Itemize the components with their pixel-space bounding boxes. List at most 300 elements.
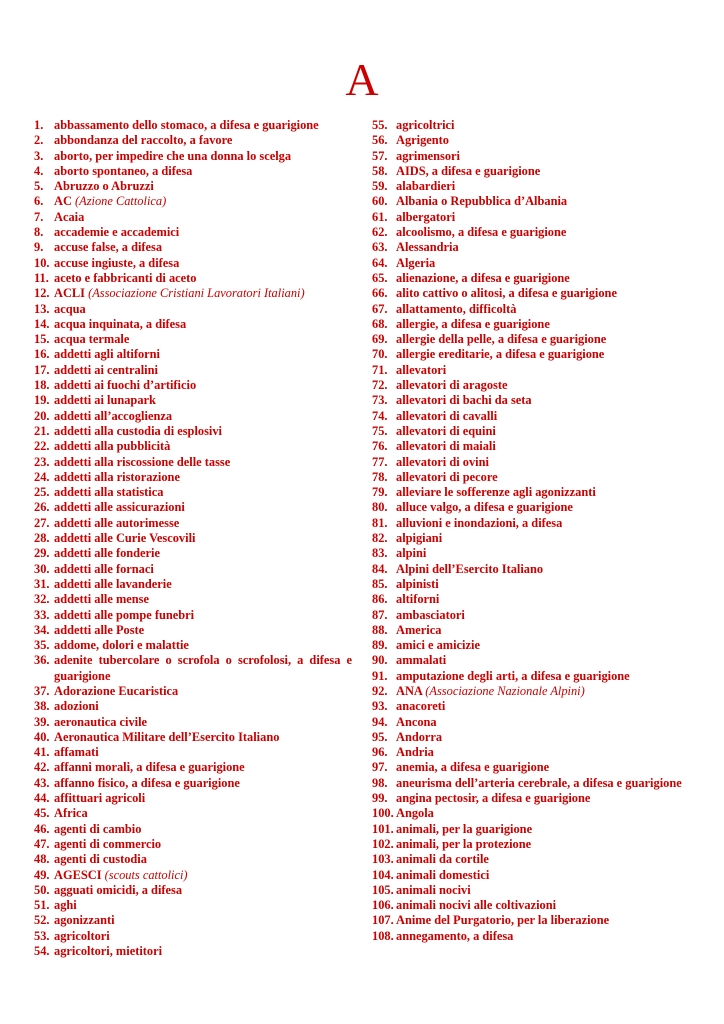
list-item bbox=[372, 240, 690, 255]
list-item-text-wrap bbox=[396, 424, 690, 439]
list-item bbox=[34, 577, 352, 592]
list-item-number: 23. bbox=[34, 454, 50, 469]
list-item-text: alluce valgo, a difesa e guarigione bbox=[396, 500, 573, 515]
list-item-text: aceto e fabbricanti di aceto bbox=[54, 270, 197, 285]
list-item-text-wrap bbox=[396, 347, 690, 362]
list-item bbox=[34, 149, 352, 164]
list-item bbox=[372, 822, 690, 837]
list-item-number: 75. bbox=[372, 423, 388, 438]
list-item bbox=[372, 898, 690, 913]
list-item-note: (Associazione Nazionale Alpini) bbox=[425, 683, 585, 698]
list-item bbox=[34, 883, 352, 898]
list-item-text-wrap bbox=[396, 730, 690, 745]
list-item bbox=[34, 760, 352, 775]
list-item-text-wrap bbox=[396, 485, 690, 500]
list-item bbox=[34, 256, 352, 271]
list-item-text: AIDS, a difesa e guarigione bbox=[396, 163, 541, 178]
list-item-text: affittuari agricoli bbox=[54, 791, 146, 806]
list-item-text: addetti alla custodia di esplosivi bbox=[54, 423, 222, 438]
list-item-text-wrap bbox=[396, 562, 690, 577]
list-item-text: addetti ai centralini bbox=[54, 362, 158, 377]
list-item bbox=[372, 837, 690, 852]
list-item-text-wrap bbox=[396, 118, 690, 133]
list-item-number: 85. bbox=[372, 576, 388, 591]
list-item-number: 27. bbox=[34, 515, 50, 530]
list-item bbox=[34, 455, 352, 470]
list-item-text-wrap bbox=[396, 455, 690, 470]
list-item-text-wrap bbox=[396, 409, 690, 424]
list-item bbox=[34, 837, 352, 852]
list-item-text-wrap bbox=[396, 470, 690, 485]
list-item-number: 80. bbox=[372, 500, 388, 515]
list-item-text-wrap bbox=[54, 225, 352, 240]
list-item-text-wrap bbox=[396, 745, 690, 760]
list-item-text: animali nocivi bbox=[396, 882, 471, 897]
list-item-text-wrap bbox=[54, 240, 352, 255]
list-item-text-wrap bbox=[54, 822, 352, 837]
list-item bbox=[372, 179, 690, 194]
list-item-number: 38. bbox=[34, 699, 50, 714]
list-item-text-wrap bbox=[54, 271, 352, 286]
patronage-list-right-column bbox=[372, 118, 690, 944]
list-item-text-wrap bbox=[396, 776, 690, 791]
list-item bbox=[372, 623, 690, 638]
list-item-text: accademie e accademici bbox=[54, 225, 180, 240]
list-item-text-wrap bbox=[54, 256, 352, 271]
list-item-number: 70. bbox=[372, 347, 388, 362]
list-item bbox=[34, 546, 352, 561]
list-item-text-wrap bbox=[54, 149, 352, 164]
list-item bbox=[372, 225, 690, 240]
list-item-text-wrap bbox=[54, 363, 352, 378]
list-item-text: Agrigento bbox=[396, 133, 449, 148]
list-item-text: adozioni bbox=[54, 699, 99, 714]
list-item-number: 62. bbox=[372, 225, 388, 240]
list-item bbox=[372, 852, 690, 867]
list-item-text: Africa bbox=[54, 806, 88, 821]
list-item bbox=[372, 806, 690, 821]
list-item-text-wrap bbox=[54, 439, 352, 454]
list-item-number: 51. bbox=[34, 898, 50, 913]
list-item-number: 108. bbox=[372, 928, 394, 943]
list-item-text-wrap bbox=[396, 317, 690, 332]
list-item-number: 103. bbox=[372, 852, 394, 867]
list-item bbox=[34, 271, 352, 286]
list-item-text-wrap bbox=[396, 669, 690, 684]
list-item-number: 35. bbox=[34, 638, 50, 653]
list-item-text-wrap bbox=[54, 730, 352, 745]
list-item-number: 101. bbox=[372, 821, 394, 836]
list-item bbox=[34, 409, 352, 424]
list-item-text: allevatori di cavalli bbox=[396, 408, 498, 423]
list-item-text-wrap bbox=[396, 256, 690, 271]
list-item-number: 76. bbox=[372, 439, 388, 454]
list-item-text-wrap bbox=[54, 608, 352, 623]
list-item-text-wrap bbox=[54, 592, 352, 607]
list-item bbox=[372, 363, 690, 378]
list-item-text: angina pectosir, a difesa e guarigione bbox=[396, 791, 591, 806]
list-item-text: animali da cortile bbox=[396, 852, 489, 867]
list-item-text-wrap bbox=[54, 179, 352, 194]
list-item-number: 16. bbox=[34, 347, 50, 362]
list-item-number: 89. bbox=[372, 638, 388, 653]
list-item-text-wrap bbox=[54, 347, 352, 362]
list-item-text: anemia, a difesa e guarigione bbox=[396, 760, 550, 775]
list-item-number: 1. bbox=[34, 118, 44, 132]
list-item-number: 72. bbox=[372, 378, 388, 393]
list-item-number: 43. bbox=[34, 775, 50, 790]
list-item-text-wrap bbox=[54, 929, 352, 944]
list-item-number: 97. bbox=[372, 760, 388, 775]
list-item-text-wrap bbox=[396, 623, 690, 638]
list-item-text-wrap bbox=[396, 302, 690, 317]
list-item bbox=[34, 118, 352, 133]
list-item bbox=[34, 133, 352, 148]
list-item bbox=[34, 868, 352, 883]
list-item bbox=[372, 210, 690, 225]
list-item-number: 2. bbox=[34, 133, 44, 148]
list-item-text: allevatori di maiali bbox=[396, 439, 496, 454]
list-item-number: 24. bbox=[34, 469, 50, 484]
list-item-text: Andorra bbox=[396, 729, 443, 744]
list-item-number: 107. bbox=[372, 913, 394, 928]
list-item-text: abbondanza del raccolto, a favore bbox=[54, 133, 233, 148]
list-item-text: alleviare le sofferenze agli agonizzanti bbox=[396, 485, 596, 500]
list-item-number: 102. bbox=[372, 836, 394, 851]
list-item bbox=[34, 347, 352, 362]
list-item-text: albergatori bbox=[396, 209, 456, 224]
list-item-text-wrap bbox=[396, 194, 690, 209]
list-item-number: 34. bbox=[34, 622, 50, 637]
list-item-text-wrap bbox=[54, 776, 352, 791]
list-item-text: amici e amicizie bbox=[396, 638, 480, 653]
list-item-number: 33. bbox=[34, 607, 50, 622]
list-item-text: Angola bbox=[396, 806, 434, 821]
list-item-text: affanni morali, a difesa e guarigione bbox=[54, 760, 245, 775]
list-item-text-wrap bbox=[396, 577, 690, 592]
list-item-number: 46. bbox=[34, 821, 50, 836]
list-item bbox=[372, 409, 690, 424]
list-item-text: Abruzzo o Abruzzi bbox=[54, 179, 154, 194]
list-item-text: alpinisti bbox=[396, 576, 439, 591]
list-item-text: ambasciatori bbox=[396, 607, 465, 622]
list-item-number: 64. bbox=[372, 255, 388, 270]
list-item bbox=[372, 378, 690, 393]
list-item-number: 90. bbox=[372, 653, 388, 668]
list-item-number: 14. bbox=[34, 316, 50, 331]
list-item-number: 47. bbox=[34, 836, 50, 851]
list-item bbox=[372, 485, 690, 500]
list-item-text-wrap bbox=[396, 286, 690, 301]
list-item bbox=[34, 791, 352, 806]
list-item-text-wrap bbox=[396, 715, 690, 730]
list-item-text: animali, per la guarigione bbox=[396, 821, 533, 836]
list-item bbox=[372, 562, 690, 577]
list-item-text: agonizzanti bbox=[54, 913, 115, 928]
list-item-text: annegamento, a difesa bbox=[396, 928, 514, 943]
list-item-text-wrap bbox=[54, 577, 352, 592]
list-item-text-wrap bbox=[54, 485, 352, 500]
list-item-text-wrap bbox=[396, 760, 690, 775]
list-item-number: 99. bbox=[372, 791, 388, 806]
list-item-number: 17. bbox=[34, 362, 50, 377]
list-item bbox=[372, 531, 690, 546]
list-item-text-wrap bbox=[54, 286, 352, 301]
list-item-number: 71. bbox=[372, 362, 388, 377]
list-item-note: (Associazione Cristiani Lavoratori Italiani) bbox=[88, 286, 305, 301]
list-item-text: addetti alla statistica bbox=[54, 485, 164, 500]
list-item-number: 21. bbox=[34, 423, 50, 438]
list-item-text: addetti all’accoglienza bbox=[54, 408, 173, 423]
list-item-text: addetti agli altiforni bbox=[54, 347, 161, 362]
list-item-text: accuse ingiuste, a difesa bbox=[54, 255, 180, 270]
list-item-number: 50. bbox=[34, 882, 50, 897]
list-item bbox=[372, 760, 690, 775]
list-item-text-wrap bbox=[396, 210, 690, 225]
list-item-text: alabardieri bbox=[396, 179, 456, 194]
list-item-number: 66. bbox=[372, 286, 388, 301]
list-item bbox=[372, 500, 690, 515]
list-item-text-wrap bbox=[54, 944, 352, 959]
list-item-text: agricoltori, mietitori bbox=[54, 944, 163, 959]
section-letter-heading: A bbox=[345, 54, 379, 105]
list-item-text: addetti ai lunapark bbox=[54, 393, 156, 408]
list-item-text: alpigiani bbox=[396, 531, 443, 546]
list-item-text-wrap bbox=[396, 393, 690, 408]
list-item-text: addetti alle mense bbox=[54, 592, 149, 607]
list-item-text-wrap bbox=[396, 164, 690, 179]
list-item-text-wrap bbox=[54, 623, 352, 638]
list-item-number: 79. bbox=[372, 485, 388, 500]
list-item-text: agricoltori bbox=[54, 928, 110, 943]
list-item-text: aeronautica civile bbox=[54, 714, 148, 729]
list-item bbox=[34, 531, 352, 546]
list-item-text: Acaia bbox=[54, 209, 85, 224]
list-item-text: agenti di custodia bbox=[54, 852, 147, 867]
list-item-text: accuse false, a difesa bbox=[54, 240, 163, 255]
list-item-number: 4. bbox=[34, 163, 44, 178]
list-item bbox=[34, 485, 352, 500]
list-item-text: agenti di commercio bbox=[54, 836, 162, 851]
list-item bbox=[372, 715, 690, 730]
list-item-text-wrap bbox=[396, 699, 690, 714]
list-item bbox=[34, 776, 352, 791]
list-item-number: 57. bbox=[372, 148, 388, 163]
list-item-number: 5. bbox=[34, 179, 44, 194]
list-item-text-wrap bbox=[396, 439, 690, 454]
list-item bbox=[372, 118, 690, 133]
list-item-text: aborto, per impedire che una donna lo scelga bbox=[54, 148, 292, 163]
list-item-number: 42. bbox=[34, 760, 50, 775]
list-item bbox=[372, 730, 690, 745]
list-item-text: addetti ai fuochi d’artificio bbox=[54, 378, 197, 393]
list-item-note: (Azione Cattolica) bbox=[75, 194, 167, 209]
list-item-note: (scouts cattolici) bbox=[104, 867, 188, 882]
list-item bbox=[372, 699, 690, 714]
list-item bbox=[34, 822, 352, 837]
list-item-text-wrap bbox=[396, 806, 690, 821]
list-item bbox=[34, 898, 352, 913]
list-item-text-wrap bbox=[396, 332, 690, 347]
list-item-text: animali, per la protezione bbox=[396, 836, 532, 851]
list-item-number: 98. bbox=[372, 775, 388, 790]
list-item-number: 26. bbox=[34, 500, 50, 515]
list-item-text: AGESCI bbox=[54, 867, 102, 882]
list-item-text-wrap bbox=[396, 684, 690, 699]
list-item-number: 22. bbox=[34, 439, 50, 454]
list-item-text: allattamento, difficoltà bbox=[396, 301, 517, 316]
list-item bbox=[372, 164, 690, 179]
list-item-number: 6. bbox=[34, 194, 44, 209]
list-item-number: 40. bbox=[34, 729, 50, 744]
list-item bbox=[34, 286, 352, 301]
list-item-text-wrap bbox=[54, 531, 352, 546]
list-item bbox=[34, 745, 352, 760]
list-item bbox=[34, 500, 352, 515]
list-item-number: 56. bbox=[372, 133, 388, 148]
list-item-number: 69. bbox=[372, 332, 388, 347]
list-item-text-wrap bbox=[396, 378, 690, 393]
list-item bbox=[372, 393, 690, 408]
list-item-text-wrap bbox=[54, 791, 352, 806]
list-item-number: 93. bbox=[372, 699, 388, 714]
list-item bbox=[34, 562, 352, 577]
list-item-number: 106. bbox=[372, 898, 394, 913]
list-item-text: alienazione, a difesa e guarigione bbox=[396, 270, 570, 285]
list-item-number: 20. bbox=[34, 408, 50, 423]
list-item-number: 86. bbox=[372, 592, 388, 607]
list-item-text-wrap bbox=[396, 271, 690, 286]
list-item-text-wrap bbox=[54, 852, 352, 867]
list-item-text-wrap bbox=[396, 929, 690, 944]
list-item-text-wrap bbox=[396, 868, 690, 883]
list-item-text: alcoolismo, a difesa e guarigione bbox=[396, 225, 567, 240]
list-item-text-wrap bbox=[54, 118, 352, 133]
list-item-text: addetti alla riscossione delle tasse bbox=[54, 454, 231, 469]
list-item-text: Andria bbox=[396, 745, 434, 760]
list-item bbox=[372, 913, 690, 928]
list-item-text: addetti alle fonderie bbox=[54, 546, 160, 561]
list-item-text-wrap bbox=[54, 684, 352, 699]
list-item-text-wrap bbox=[396, 638, 690, 653]
list-item-number: 82. bbox=[372, 531, 388, 546]
list-item-number: 95. bbox=[372, 729, 388, 744]
list-item bbox=[34, 806, 352, 821]
list-item-text-wrap bbox=[54, 898, 352, 913]
list-item-text-wrap bbox=[54, 653, 352, 684]
patronage-list-left-column bbox=[34, 118, 352, 959]
list-item-text-wrap bbox=[54, 164, 352, 179]
list-item bbox=[372, 883, 690, 898]
list-item bbox=[34, 623, 352, 638]
list-item bbox=[372, 455, 690, 470]
list-item-text-wrap bbox=[396, 531, 690, 546]
list-item bbox=[372, 133, 690, 148]
list-item-text: addetti alla pubblicità bbox=[54, 439, 171, 454]
list-item bbox=[372, 347, 690, 362]
list-item bbox=[34, 699, 352, 714]
list-item-number: 25. bbox=[34, 485, 50, 500]
list-item-number: 67. bbox=[372, 301, 388, 316]
list-item-number: 74. bbox=[372, 408, 388, 423]
list-item-text-wrap bbox=[54, 317, 352, 332]
list-item-text-wrap bbox=[396, 592, 690, 607]
list-item-text-wrap bbox=[54, 393, 352, 408]
list-item-text: aborto spontaneo, a difesa bbox=[54, 163, 193, 178]
list-item-text-wrap bbox=[396, 149, 690, 164]
list-item-number: 7. bbox=[34, 209, 44, 224]
list-item-text-wrap bbox=[54, 455, 352, 470]
list-item-text: Albania o Repubblica d’Albania bbox=[396, 194, 568, 209]
list-item bbox=[34, 225, 352, 240]
list-item-text-wrap bbox=[54, 883, 352, 898]
list-item-text-wrap bbox=[54, 210, 352, 225]
list-item bbox=[34, 332, 352, 347]
list-item-text-wrap bbox=[54, 806, 352, 821]
list-item bbox=[34, 592, 352, 607]
list-item bbox=[372, 439, 690, 454]
list-item bbox=[34, 393, 352, 408]
list-item bbox=[372, 256, 690, 271]
list-item-text: allevatori di equini bbox=[396, 423, 496, 438]
list-item-number: 39. bbox=[34, 714, 50, 729]
list-item-text-wrap bbox=[54, 868, 352, 883]
list-item-text: anacoreti bbox=[396, 699, 446, 714]
list-item bbox=[372, 653, 690, 668]
list-item-text: affamati bbox=[54, 745, 99, 760]
list-item-text-wrap bbox=[396, 179, 690, 194]
list-item bbox=[34, 194, 352, 209]
list-item-number: 28. bbox=[34, 531, 50, 546]
list-item-number: 12. bbox=[34, 286, 50, 301]
list-item-text-wrap bbox=[396, 363, 690, 378]
list-item-number: 92. bbox=[372, 683, 388, 698]
list-item-number: 30. bbox=[34, 561, 50, 576]
list-item-number: 11. bbox=[34, 270, 49, 285]
list-item-text: alluvioni e inondazioni, a difesa bbox=[396, 515, 563, 530]
list-item-text: allevatori di bachi da seta bbox=[396, 393, 532, 408]
list-item-text: addetti alle Poste bbox=[54, 622, 145, 637]
list-item-text-wrap bbox=[54, 745, 352, 760]
list-item-text: agenti di cambio bbox=[54, 821, 142, 836]
list-item-text-wrap bbox=[54, 516, 352, 531]
list-item-text: acqua inquinata, a difesa bbox=[54, 316, 187, 331]
list-item bbox=[372, 608, 690, 623]
list-item-text: ammalati bbox=[396, 653, 447, 668]
list-item-text-wrap bbox=[54, 302, 352, 317]
list-item bbox=[372, 424, 690, 439]
list-item bbox=[372, 516, 690, 531]
list-item-text: agguati omicidi, a difesa bbox=[54, 882, 183, 897]
list-item-text-wrap bbox=[54, 194, 352, 209]
list-item-text-wrap bbox=[396, 133, 690, 148]
list-item-text: affanno fisico, a difesa e guarigione bbox=[54, 775, 240, 790]
list-item-number: 68. bbox=[372, 316, 388, 331]
list-item-text-wrap bbox=[54, 913, 352, 928]
list-item-text: allevatori di pecore bbox=[396, 469, 498, 484]
list-item bbox=[372, 684, 690, 699]
list-item-number: 91. bbox=[372, 668, 388, 683]
list-item bbox=[34, 913, 352, 928]
list-item-text: aneurisma dell’arteria cerebrale, a difesa e guarigione bbox=[396, 775, 682, 790]
list-item-number: 29. bbox=[34, 546, 50, 561]
list-item-number: 63. bbox=[372, 240, 388, 255]
list-item-text: agrimensori bbox=[396, 148, 461, 163]
list-item-text: allergie ereditarie, a difesa e guarigione bbox=[396, 347, 605, 362]
list-item-number: 36. bbox=[34, 653, 50, 668]
list-item bbox=[34, 730, 352, 745]
list-item-text-wrap bbox=[54, 409, 352, 424]
